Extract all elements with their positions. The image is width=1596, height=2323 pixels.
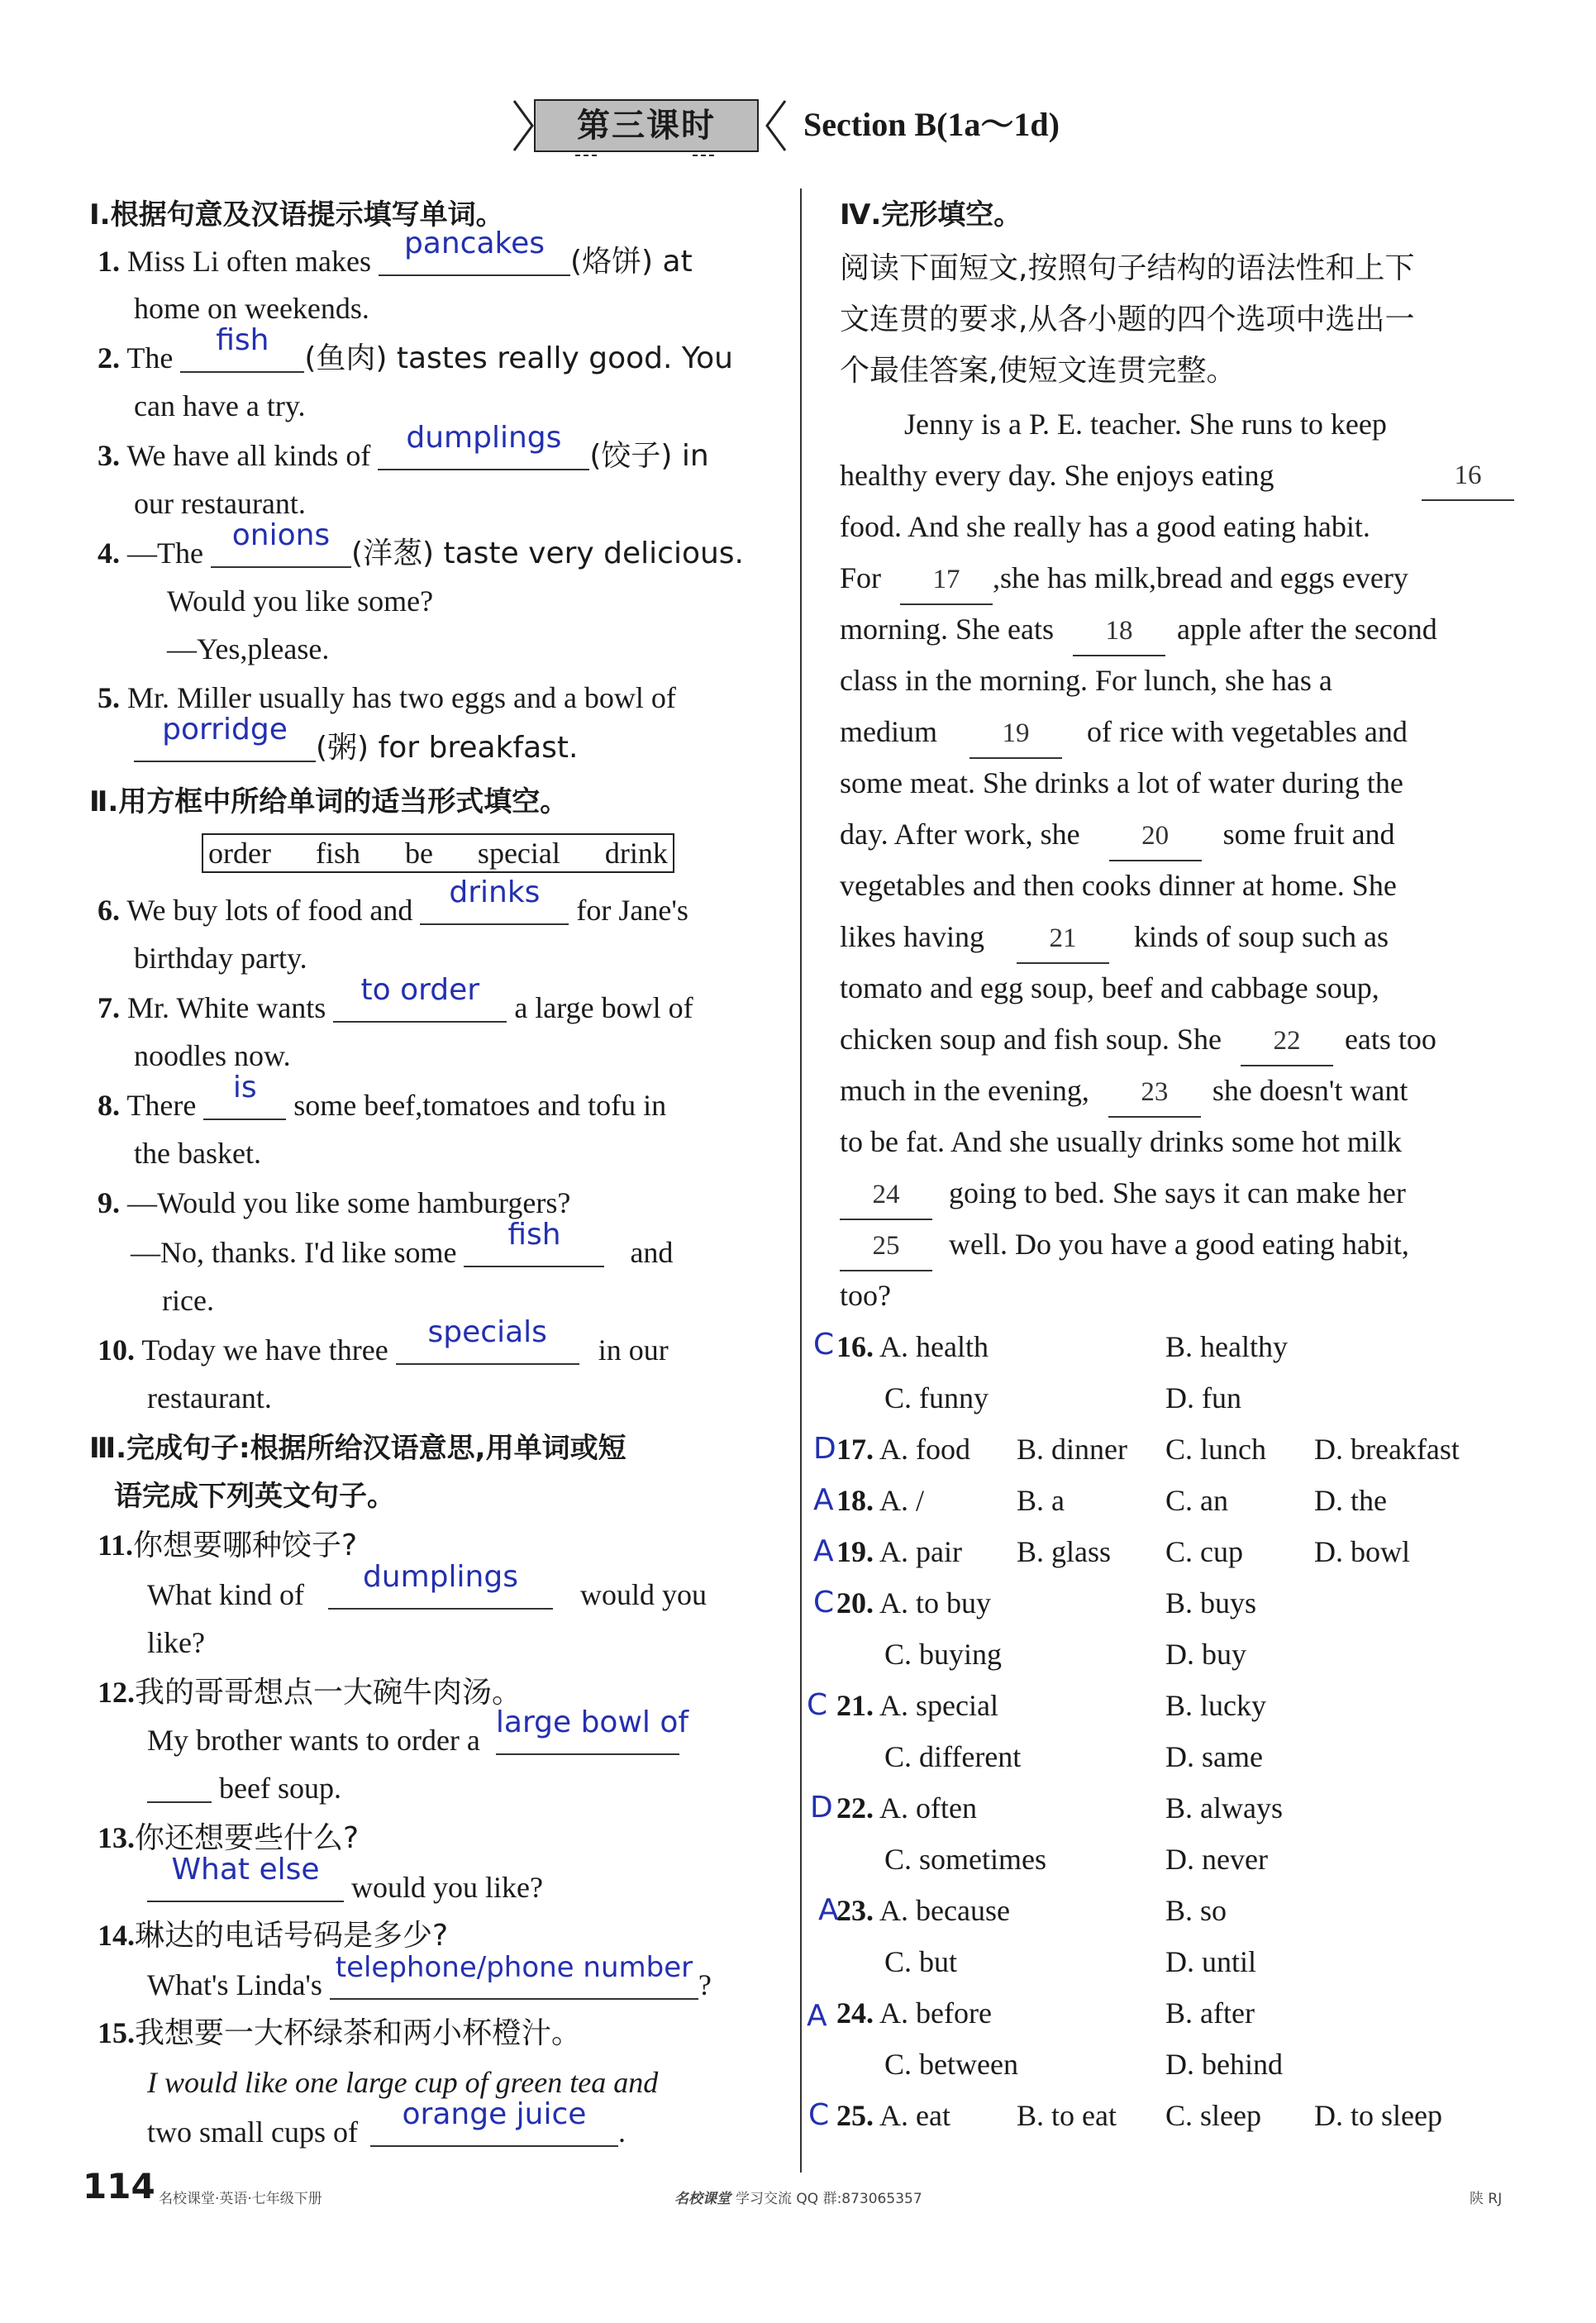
answer-23: A	[818, 1893, 839, 1927]
option-25c[interactable]: C. sleep	[1165, 2099, 1261, 2132]
passage-line9: day. After work, she 20 some fruit and	[840, 810, 1395, 861]
option-20c[interactable]: C. buying	[884, 1638, 1003, 1671]
option-18b[interactable]: B. a	[1017, 1484, 1065, 1517]
q7-line2: noodles now.	[134, 1039, 291, 1072]
q7: 7. Mr. White wants to order a large bowl of	[98, 973, 693, 1024]
q15-line3: two small cups of orange juice .	[147, 2097, 626, 2149]
option-20b[interactable]: B. buys	[1165, 1586, 1257, 1619]
q6: 6. We buy lots of food and drinks for Jane's	[98, 875, 688, 927]
passage-line12: tomato and egg soup, beef and cabbage soup,	[840, 971, 1379, 1004]
q12-line3: beef soup.	[147, 1764, 341, 1812]
q13: 13.你还想要些什么?	[98, 1821, 360, 1855]
word-box: order fish be special drink	[202, 833, 674, 873]
q11-blank[interactable]: dumplings	[328, 1575, 553, 1610]
option-row-19: 19. A. pair	[836, 1535, 962, 1568]
answer-18: A	[813, 1483, 834, 1517]
blank-22[interactable]: 22	[1241, 1017, 1333, 1066]
option-18c[interactable]: C. an	[1165, 1484, 1228, 1517]
blank-20[interactable]: 20	[1109, 812, 1202, 861]
passage-line5: morning. She eats 18 apple after the second	[840, 605, 1437, 656]
part3-title-line2: 语完成下列英文句子。	[114, 1480, 395, 1513]
part4-title: Ⅳ.完形填空。	[840, 198, 1022, 231]
q4-line2: Would you like some?	[167, 584, 434, 618]
q11-line3: like?	[147, 1626, 205, 1659]
q12: 12.我的哥哥想点一大碗牛肉汤。	[98, 1676, 522, 1710]
option-row-17: 17. A. food	[836, 1433, 971, 1466]
passage-line17: 25 well. Do you have a good eating habit,	[840, 1220, 1409, 1271]
q2-blank[interactable]: fish	[180, 338, 304, 373]
q9-line2: —No, thanks. I'd like some fish and	[131, 1218, 674, 1269]
option-16c[interactable]: C. funny	[884, 1381, 989, 1414]
q12-blank-cont	[147, 1768, 212, 1803]
q11-line2: What kind of dumplings would you	[147, 1560, 707, 1611]
q10-blank[interactable]: specials	[396, 1330, 579, 1365]
option-22c[interactable]: C. sometimes	[884, 1843, 1046, 1876]
option-row-21: 21. A. special	[836, 1689, 998, 1722]
q8-blank[interactable]: is	[203, 1085, 286, 1120]
answer-22: D	[810, 1791, 833, 1825]
q13-line2: What else would you like?	[147, 1863, 543, 1911]
part2-title: Ⅱ.用方框中所给单词的适当形式填空。	[89, 785, 569, 818]
passage-line15: to be fat. And she usually drinks some hot milk	[840, 1125, 1402, 1158]
q15: 15.我想要一大杯绿茶和两小杯橙汁。	[98, 2016, 582, 2050]
option-25b[interactable]: B. to eat	[1017, 2099, 1117, 2132]
passage-line4: For 17 ,she has milk,bread and eggs every	[840, 554, 1408, 605]
option-19d[interactable]: D. bowl	[1314, 1535, 1410, 1568]
answer-25: C	[808, 2098, 830, 2132]
option-18d[interactable]: D. the	[1314, 1484, 1387, 1517]
answer-20: C	[813, 1586, 835, 1619]
q13-blank[interactable]: What else	[147, 1867, 344, 1902]
passage-line3: food. And she really has a good eating habit.	[840, 510, 1370, 543]
footer-qq: 学习交流 QQ 群:873065357	[736, 2191, 922, 2207]
option-row-22: 22. A. often	[836, 1791, 977, 1825]
q8: 8. There is some beef,tomatoes and tofu in	[98, 1071, 667, 1122]
q2-line2: can have a try.	[134, 389, 306, 422]
passage-line14: much in the evening, 23 she doesn't want	[840, 1066, 1408, 1118]
part4-intro-line1: 阅读下面短文,按照句子结构的语法性和上下	[840, 251, 1415, 285]
q15-blank[interactable]: orange juice	[370, 2112, 618, 2147]
q4: 4. —The onions (洋葱) taste very delicious.	[98, 518, 744, 570]
option-21b[interactable]: B. lucky	[1165, 1689, 1266, 1722]
option-17d[interactable]: D. breakfast	[1314, 1433, 1460, 1466]
blank-23[interactable]: 23	[1108, 1068, 1201, 1118]
blank-19[interactable]: 19	[970, 709, 1062, 759]
blank-17[interactable]: 17	[900, 556, 993, 605]
q14-line2: What's Linda's telephone/phone number ?	[147, 1951, 712, 2001]
option-23d[interactable]: D. until	[1165, 1945, 1257, 1978]
q9-blank[interactable]: fish	[464, 1233, 604, 1267]
q10-line2: restaurant.	[147, 1381, 272, 1414]
q3-blank[interactable]: dumplings	[378, 436, 589, 470]
q4-line3: —Yes,please.	[167, 632, 330, 665]
q1-blank[interactable]: pancakes	[379, 241, 570, 276]
q2: 2. The fish (鱼肉) tastes really good. You	[98, 323, 733, 375]
part3-title-line1: Ⅲ.完成句子:根据所给汉语意思,用单词或短	[89, 1432, 626, 1465]
q5: 5. Mr. Miller usually has two eggs and a bowl of	[98, 681, 676, 714]
page-number: 114	[83, 2166, 155, 2206]
footer-edition: 陕 RJ	[1470, 2191, 1503, 2207]
option-25d[interactable]: D. to sleep	[1314, 2099, 1442, 2132]
q9: 9. —Would you like some hamburgers?	[98, 1186, 571, 1219]
option-row-16: 16. A. health	[836, 1330, 989, 1363]
part1-title: Ⅰ.根据句意及汉语提示填写单词。	[89, 198, 504, 231]
passage-line2: healthy every day. She enjoys eating 16	[840, 451, 1514, 501]
option-row-23: 23. A. because	[836, 1894, 1010, 1927]
passage-line7: medium 19 of rice with vegetables and	[840, 708, 1408, 759]
blank-18[interactable]: 18	[1073, 607, 1165, 656]
option-21c[interactable]: C. different	[884, 1740, 1022, 1773]
lesson-title: 第三课时	[534, 99, 759, 152]
option-23b[interactable]: B. so	[1165, 1894, 1227, 1927]
option-17b[interactable]: B. dinner	[1017, 1433, 1127, 1466]
q5-blank[interactable]: porridge	[134, 727, 316, 762]
option-22d[interactable]: D. never	[1165, 1843, 1268, 1876]
passage-line8: some meat. She drinks a lot of water during the	[840, 766, 1403, 799]
passage-line18: too?	[840, 1279, 891, 1312]
passage-line10: vegetables and then cooks dinner at home. She	[840, 869, 1397, 902]
section-title: Section B(1a～1d)	[803, 106, 1060, 143]
q8-line2: the basket.	[134, 1137, 261, 1170]
q1: 1. Miss Li often makes pancakes (烙饼) at	[98, 227, 693, 279]
q5-line2: porridge (粥) for breakfast.	[134, 723, 578, 772]
option-row-18: 18. A. /	[836, 1484, 925, 1517]
option-16b[interactable]: B. healthy	[1165, 1330, 1288, 1363]
column-divider	[800, 188, 802, 2173]
footer-brand: 名校课堂	[674, 2191, 731, 2207]
option-22b[interactable]: B. always	[1165, 1791, 1283, 1825]
option-24b[interactable]: B. after	[1165, 1996, 1255, 2030]
option-row-24: 24. A. before	[836, 1996, 992, 2030]
passage-line6: class in the morning. For lunch, she has a	[840, 664, 1332, 697]
option-24c[interactable]: C. between	[884, 2048, 1018, 2081]
blank-16[interactable]: 16	[1422, 451, 1514, 501]
option-20d[interactable]: D. buy	[1165, 1638, 1246, 1671]
option-17c[interactable]: C. lunch	[1165, 1433, 1266, 1466]
q14: 14.琳达的电话号码是多少?	[98, 1919, 449, 1953]
part4-intro-line2: 文连贯的要求,从各小题的四个选项中选出一	[840, 303, 1415, 336]
option-19c[interactable]: C. cup	[1165, 1535, 1243, 1568]
q4-blank[interactable]: onions	[211, 533, 351, 568]
q9-line3: rice.	[162, 1284, 214, 1317]
part4-intro-line3: 个最佳答案,使短文连贯完整。	[840, 354, 1236, 388]
answer-16: C	[813, 1328, 835, 1362]
option-21d[interactable]: D. same	[1165, 1740, 1263, 1773]
option-row-25: 25. A. eat	[836, 2099, 950, 2132]
option-24d[interactable]: D. behind	[1165, 2048, 1283, 2081]
q6-blank[interactable]: drinks	[420, 890, 569, 925]
answer-17: D	[813, 1432, 836, 1466]
option-row-20: 20. A. to buy	[836, 1586, 992, 1619]
q12-line2: My brother wants to order a large bowl of	[147, 1705, 689, 1757]
q12-blank[interactable]: large bowl of	[496, 1720, 679, 1755]
q3: 3. We have all kinds of dumplings (饺子) in	[98, 421, 709, 473]
passage-line11: likes having 21 kinds of soup such as	[840, 913, 1389, 964]
blank-21[interactable]: 21	[1017, 914, 1109, 964]
q1-line2: home on weekends.	[134, 292, 369, 325]
q11: 11.你想要哪种饺子?	[98, 1529, 358, 1562]
q15-line2: I would like one large cup of green tea and	[147, 2066, 659, 2099]
footer-book: 名校课堂·英语·七年级下册	[159, 2191, 322, 2207]
option-19b[interactable]: B. glass	[1017, 1535, 1112, 1568]
passage-line1: Jenny is a P. E. teacher. She runs to keep	[904, 408, 1387, 441]
passage-line13: chicken soup and fish soup. She 22 eats too	[840, 1015, 1436, 1066]
option-16d[interactable]: D. fun	[1165, 1381, 1241, 1414]
blank-25[interactable]: 25	[840, 1222, 932, 1271]
blank-24[interactable]: 24	[840, 1171, 932, 1220]
answer-21: C	[807, 1688, 828, 1722]
q3-line2: our restaurant.	[134, 487, 306, 520]
answer-24: A	[807, 1999, 827, 2033]
passage-line16: 24 going to bed. She says it can make her	[840, 1169, 1406, 1220]
q6-line2: birthday party.	[134, 942, 307, 975]
q10: 10. Today we have three specials in our	[98, 1315, 669, 1367]
q7-blank[interactable]: to order	[333, 988, 507, 1023]
option-23c[interactable]: C. but	[884, 1945, 958, 1978]
q14-blank[interactable]: telephone/phone number	[330, 1965, 698, 2000]
answer-19: A	[813, 1534, 834, 1568]
